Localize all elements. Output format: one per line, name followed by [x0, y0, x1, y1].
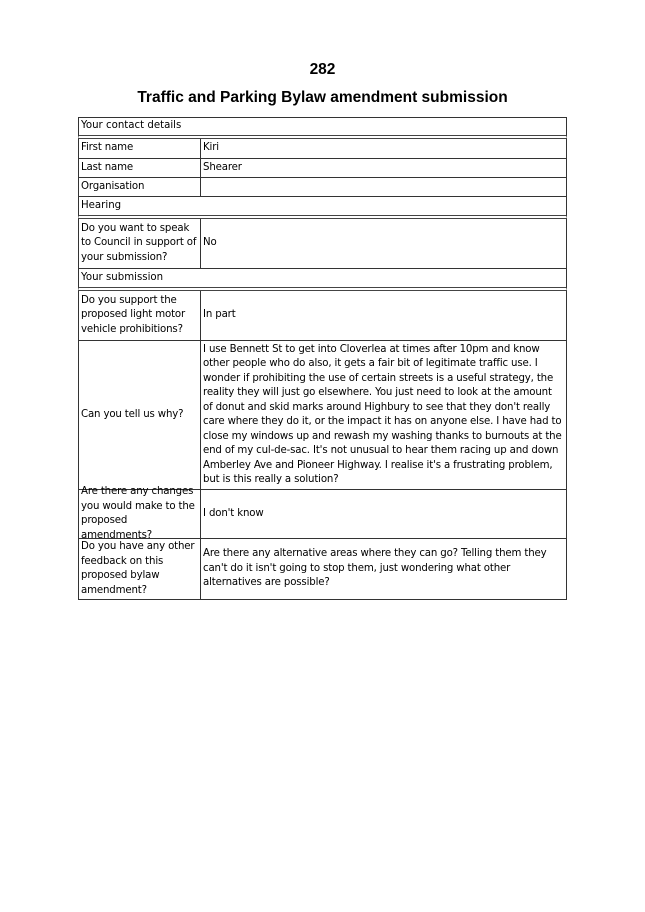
table-row-other-feedback: [78, 538, 567, 600]
field-value-speak-to-council: No: [203, 237, 217, 249]
field-label: Do you support the proposed light motor vehicle prohibitions?: [79, 291, 201, 340]
field-label: Can you tell us why?: [79, 341, 201, 489]
field-label: First name: [79, 139, 201, 158]
table-row-support-prohibitions: [78, 291, 567, 340]
section-header-submission: [78, 268, 567, 291]
field-label: Do you have any other feedback on this proposed bylaw amendment?: [79, 539, 201, 599]
section-heading: Your contact details: [81, 120, 182, 132]
field-value-why: I use Bennett St to get into Cloverlea at times after 10pm and know other people who do also, it gets a fair bit of legitimate traffic use. I wonder if prohibiting the use of certain streets is a useful strategy, the reality they will just go elsewhere. You just need to look at the amount of donut and skid marks around Highbury to see that they don't really care where they do it, or the impact it has on anyone else. I have had to close my windows up and rewash my washing thanks to burnouts at the end of my cul-de-sac. It's not unusual to hear them racing up and down Amberley Ave and Pioneer Highway. I realise it's a frustrating problem, but is this really a solution?: [203, 343, 562, 485]
table-row-last-name: [78, 158, 567, 177]
submission-form-table: [78, 117, 567, 600]
field-label: Last name: [79, 159, 201, 177]
table-row-why: [78, 340, 567, 489]
page-number: 282: [309, 61, 336, 78]
section-header-contact: [78, 117, 567, 139]
field-value-support: In part: [203, 309, 236, 321]
field-label: Do you want to speak to Council in support of your submission?: [79, 219, 201, 268]
field-label: Organisation: [79, 178, 201, 196]
table-row-changes: [78, 486, 567, 541]
section-header-hearing: [78, 196, 567, 219]
table-row-speak-to-council: [78, 219, 567, 268]
field-value-organisation: [201, 178, 566, 196]
table-row-first-name: [78, 139, 567, 158]
field-label: Are there any changes you would make to the proposed amendments?: [79, 490, 201, 538]
section-heading: Hearing: [81, 199, 122, 211]
field-value-other-feedback: Are there any alternative areas where they can go? Telling them they can't do it isn't going to stop them, just wondering what other alternatives are possible?: [203, 548, 547, 589]
field-value-last-name: Shearer: [203, 161, 242, 173]
section-heading: Your submission: [81, 271, 164, 283]
table-row-organisation: [78, 177, 567, 196]
field-value-first-name: Kiri: [203, 142, 219, 154]
field-value-changes: I don't know: [203, 507, 264, 519]
document-title: Traffic and Parking Bylaw amendment submission: [137, 89, 508, 106]
